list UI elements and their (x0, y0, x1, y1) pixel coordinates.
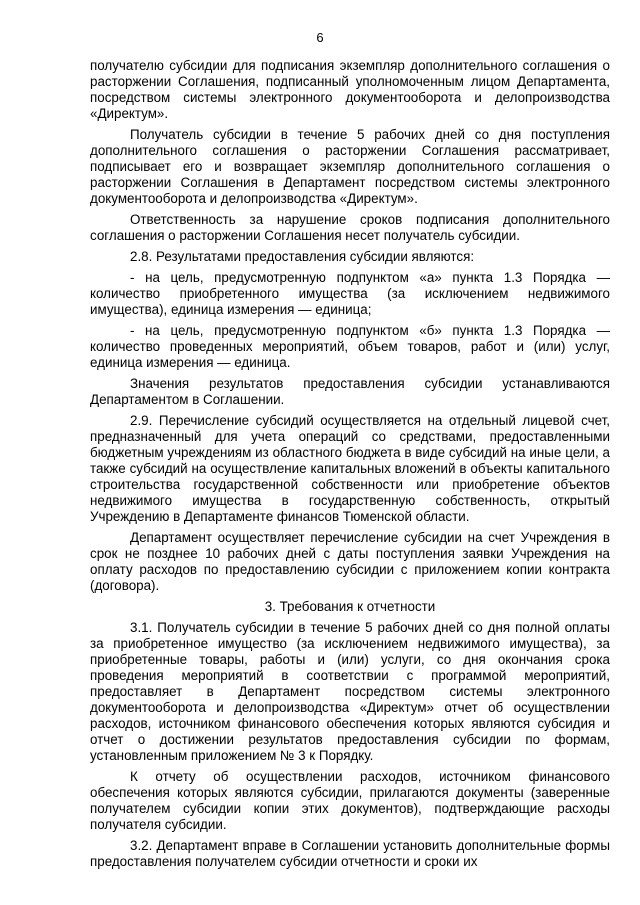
paragraph: К отчету об осуществлении расходов, источником финансового обеспечения которых являются субсидии, прилагаются документы (заверенные получателем субсидии копии этих документов), подтверждающие расходы получателя субсидии. (90, 769, 610, 832)
list-item: - на цель, предусмотренную подпунктом «а» пункта 1.3 Порядка — количество приобретенного имущества (за исключением недвижимого имущества), единица измерения — единица; (90, 270, 610, 317)
paragraph: 2.9. Перечисление субсидий осуществляется на отдельный лицевой счет, предназначенный для учета операций со средствами, предоставленными бюджетным учреждениям из областного бюджета в виде субсидий на иные цели, а также субсидий на осуществление капитальных вложений в объекты капитального строительства государственной собственности или приобретение объектов недвижимого имущества в государственную собственность, открытый Учреждению в Департаменте финансов Тюменской области. (90, 413, 610, 524)
list-item: - на цель, предусмотренную подпунктом «б» пункта 1.3 Порядка — количество проведенных мероприятий, объем товаров, работ и (или) услуг, единица измерения — единица. (90, 323, 610, 370)
paragraph: получателю субсидии для подписания экземпляр дополнительного соглашения о расторжении Соглашения, подписанный уполномоченным лицом Департамента, посредством системы электронного документооборота и делопроизводства «Директум». (90, 58, 610, 121)
paragraph: 2.8. Результатами предоставления субсидии являются: (130, 249, 475, 264)
paragraph: 3.2. Департамент вправе в Соглашении установить дополнительные формы предоставления получателем субсидии отчетности и сроки их (90, 838, 610, 869)
paragraph: Получатель субсидии в течение 5 рабочих дней со дня поступления дополнительного соглашения о расторжении Соглашения рассматривает, подписывает его и возвращает экземпляр дополнительного соглашения о расторжении Соглашения в Департамент посредством системы электронного документооборота и делопроизводства «Директум». (90, 127, 610, 206)
page-number: 6 (316, 30, 324, 45)
paragraph: Департамент осуществляет перечисление субсидии на счет Учреждения в срок не позднее 10 рабочих дней с даты поступления заявки Учреждения на оплату расходов по предоставлению субсидии с приложением копии контракта (договора). (90, 530, 610, 593)
section-heading: 3. Требования к отчетности (264, 599, 436, 614)
document-body (90, 58, 610, 875)
paragraph: 3.1. Получатель субсидии в течение 5 рабочих дней со дня полной оплаты за приобретенное имущество (за исключением недвижимого имущества), за приобретенные товары, работы и (или) услуги, со дня окончания срока проведения мероприятий в соответствии с программой мероприятий, предоставляет в Департамент посредством системы электронного документооборота и делопроизводства «Директум» отчет об осуществлении расходов, источником финансового обеспечения которых являются субсидия и отчет о достижении результатов предоставления субсидии по формам, установленным приложением № 3 к Порядку. (90, 620, 610, 763)
paragraph: Ответственность за нарушение сроков подписания дополнительного соглашения о расторжении Соглашения несет получатель субсидии. (90, 212, 610, 243)
paragraph: Значения результатов предоставления субсидии устанавливаются Департаментом в Соглашении. (90, 376, 610, 407)
